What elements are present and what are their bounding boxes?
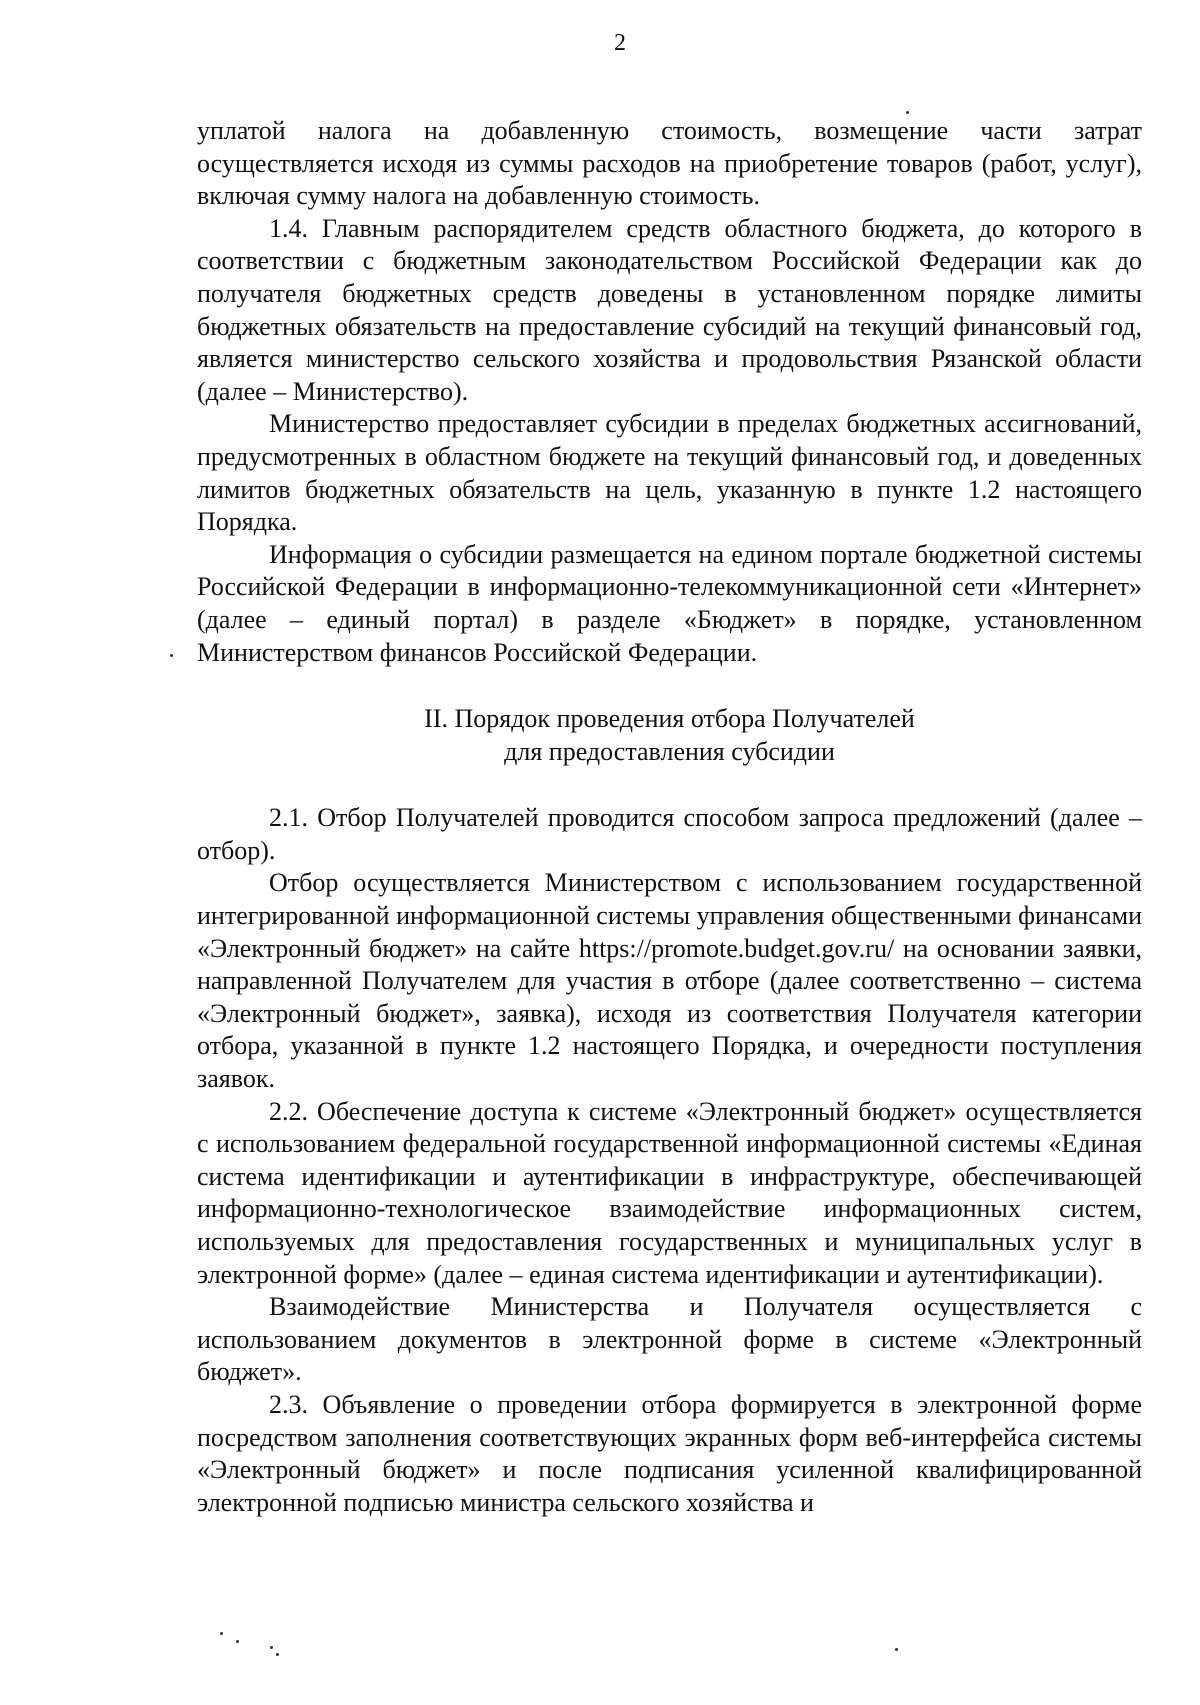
paragraph-1-4: 1.4. Главным распорядителем средств областного бюджета, до которого в соответствии с бюджетным законодательством Российской Федерации как до получателя бюджетных средств доведены в установленном порядке лимиты бюджетных обязательств на предоставление субсидий на текущий финансовый год, является министерство сельского хозяйства и продовольствия Рязанской области (далее – Министерство). [197, 213, 1142, 406]
section-heading [197, 703, 1142, 768]
paragraph-continuation: уплатой налога на добавленную стоимость, возмещение части затрат осуществляется исходя из суммы расходов на приобретение товаров (работ, услуг), включая сумму налога на добавленную стоимость. [197, 116, 1142, 211]
paragraph-2-1: 2.1. Отбор Получателей проводится способом запроса предложений (далее – отбор). [197, 803, 1142, 865]
scan-speck [236, 1640, 239, 1643]
scan-speck [895, 1648, 898, 1651]
paragraph-2-3: 2.3. Объявление о проведении отбора формируется в электронной форме посредством заполнения соответствующих экранных форм веб-интерфейса системы «Электронный бюджет» и после подписания усиленной квалифицированной электронной подписью министра сельского хозяйства и [197, 1389, 1142, 1517]
paragraph-interaction: Взаимодействие Министерства и Получателя осуществляется с использованием документов в электронной форме в системе «Электронный бюджет». [197, 1292, 1142, 1387]
paragraph-selection-procedure: Отбор осуществляется Министерством с использованием государственной интегрированной информационной системы управления общественными финансами «Электронный бюджет» на сайте https://promote.budget.gov.ru/ на основании заявки, направленной Получателем для участия в отборе (далее соответственно – система «Электронный бюджет», заявка), исходя из соответствия Получателя категории отбора, указанной в пункте 1.2 настоящего Порядка, и очередности поступления заявок. [197, 868, 1142, 1094]
paragraph-2-2: 2.2. Обеспечение доступа к системе «Электронный бюджет» осуществляется с использованием федеральной государственной информационной системы «Единая система идентификации и аутентификации в инфраструктуре, обеспечивающей информационно-технологическое взаимодействие информационных систем, используемых для предоставления государственных и муниципальных услуг в электронной форме» (далее – единая система идентификации и аутентификации). [197, 1096, 1142, 1289]
scan-speck [270, 1646, 273, 1649]
scan-speck [220, 1632, 223, 1635]
page-number: 2 [614, 30, 626, 56]
paragraph-subsidy-information: Информация о субсидии размещается на едином портале бюджетной системы Российской Федерации в информационно-телекоммуникационной сети «Интернет» (далее – единый портал) в разделе «Бюджет» в порядке, установленном Министерством финансов Российской Федерации. [197, 539, 1142, 667]
scan-speck [906, 111, 909, 114]
section-heading-line-2: для предоставления субсидии [504, 736, 835, 766]
section-heading-line-1: II. Порядок проведения отбора Получателей [424, 704, 915, 734]
scan-speck [276, 1653, 279, 1656]
scan-speck [170, 654, 173, 657]
paragraph-ministry-subsidies: Министерство предоставляет субсидии в пределах бюджетных ассигнований, предусмотренных в областном бюджете на текущий финансовый год, и доведенных лимитов бюджетных обязательств на цель, указанную в пункте 1.2 настоящего Порядка. [197, 409, 1142, 537]
document-body [197, 115, 1142, 1519]
